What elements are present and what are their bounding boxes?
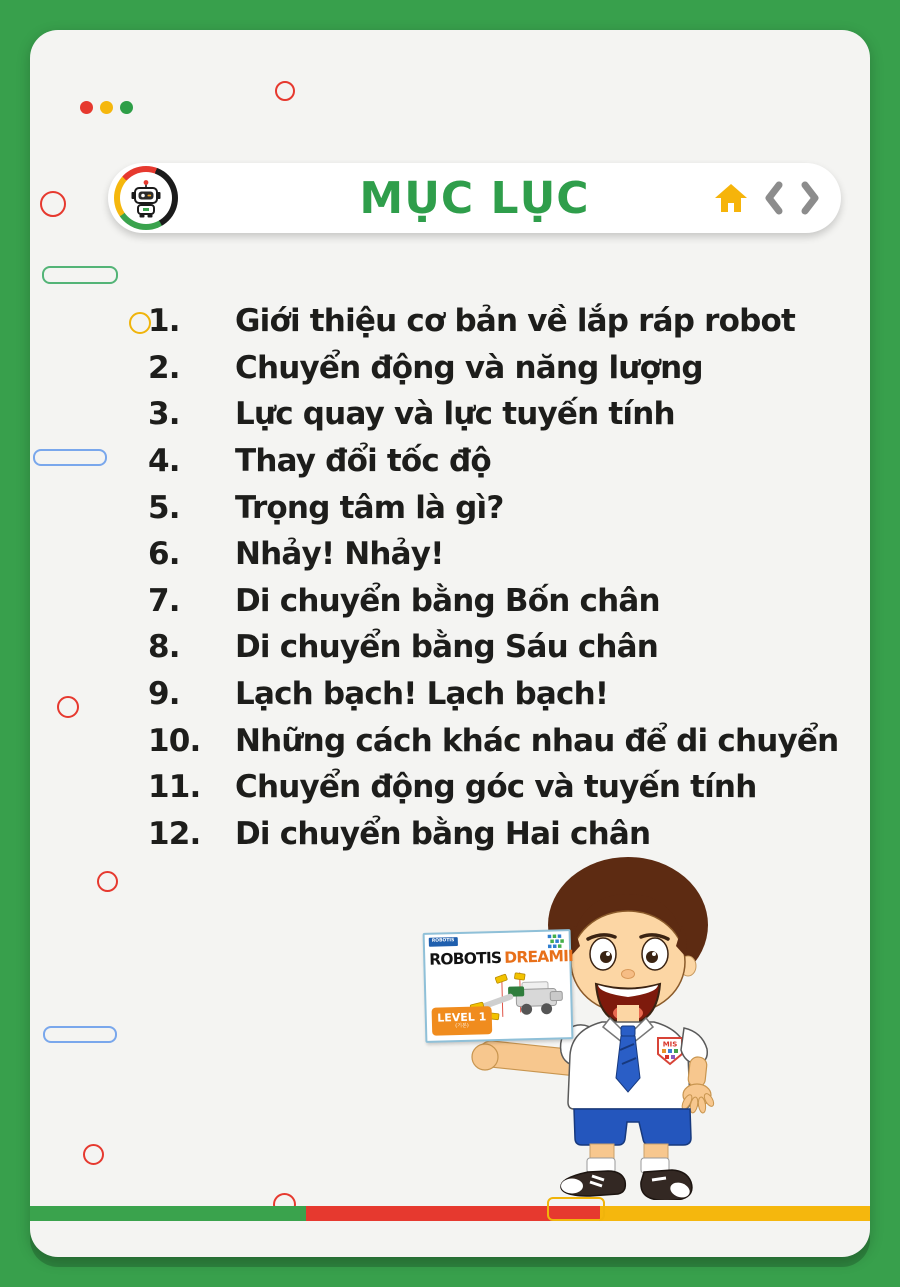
toc-item-label: Thay đổi tốc độ [235,443,491,480]
toc-item[interactable] [148,438,848,485]
kit-brand-chip: ROBOTIS [429,937,458,946]
window-dot-yellow [100,101,113,114]
toc-item-label: Chuyển động góc và tuyến tính [235,769,757,806]
header-bar [108,163,841,233]
kit-level-badge: LEVEL 1 (기본) [432,1006,493,1036]
toc-item[interactable] [148,671,848,718]
chevron-left-icon [763,180,785,216]
toc-item-number: 2. [148,349,180,386]
chevron-right-icon [799,180,821,216]
decor-pill [33,449,107,466]
window-dot-green [120,101,133,114]
toc-item-label: Lạch bạch! Lạch bạch! [235,676,609,713]
page-title: MỤC LỤC [359,172,590,224]
kit-title: ROBOTIS DREAMII [429,947,574,969]
toc-item-number: 10. [148,722,201,759]
decor-circle [83,1144,104,1165]
toc-item-number: 1. [148,303,180,340]
toc-item[interactable] [148,764,848,811]
prev-button[interactable] [761,178,787,218]
toc-list [148,298,848,857]
header-nav [711,163,823,233]
toc-item-label: Giới thiệu cơ bản về lắp ráp robot [235,303,796,340]
toc-item-number: 5. [148,489,180,526]
toc-item-number: 3. [148,396,180,433]
decor-circle [97,871,118,892]
window-dots [80,101,133,114]
toc-item-label: Lực quay và lực tuyến tính [235,396,675,433]
decor-circle [40,191,66,217]
stripe-yellow [600,1206,870,1221]
toc-item-label: Trọng tâm là gì? [235,489,504,526]
toc-item-label: Những cách khác nhau để di chuyển [235,722,839,759]
decor-pill [43,1026,117,1043]
stripe-green [30,1206,306,1221]
home-icon [713,182,749,214]
toc-item-number: 4. [148,443,180,480]
toc-item-label: Nhảy! Nhảy! [235,536,444,573]
toc-item-number: 8. [148,629,180,666]
toc-item-number: 7. [148,582,180,619]
decor-pill [42,266,118,284]
next-button[interactable] [797,178,823,218]
window-dot-red [80,101,93,114]
toc-item-label: Chuyển động và năng lượng [235,349,703,386]
toc-item-number: 6. [148,536,180,573]
svg-text:MIS: MIS [662,1040,678,1049]
toc-item-number: 9. [148,676,180,713]
toc-item[interactable] [148,531,848,578]
home-button[interactable] [711,180,751,216]
robot-kit-box [423,929,574,1043]
toc-item-number: 12. [148,815,201,852]
toc-item[interactable] [148,578,848,625]
toc-item-label: Di chuyển bằng Bốn chân [235,582,660,619]
toc-item-number: 11. [148,769,201,806]
toc-item[interactable] [148,484,848,531]
toc-item[interactable] [148,391,848,438]
decor-circle [275,81,295,101]
toc-item-label: Di chuyển bằng Hai chân [235,815,651,852]
toc-item[interactable] [148,717,848,764]
toc-item-label: Di chuyển bằng Sáu chân [235,629,659,666]
decor-circle [57,696,79,718]
footer-stripe [30,1206,870,1221]
toc-item[interactable] [148,298,848,345]
toc-item[interactable] [148,345,848,392]
toc-item[interactable] [148,624,848,671]
decor-rect [547,1197,605,1221]
